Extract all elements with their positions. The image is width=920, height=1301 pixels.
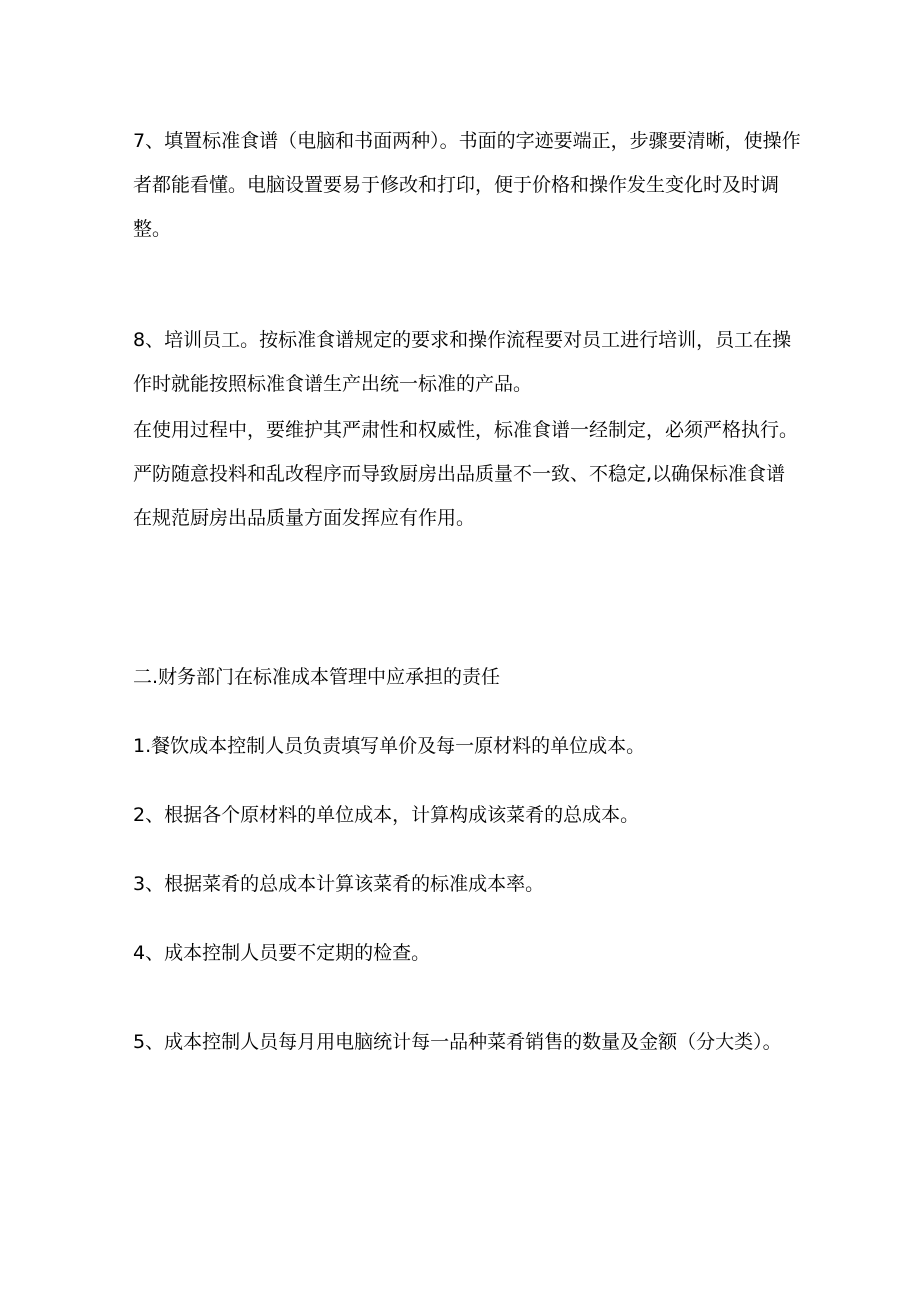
paragraph-step-8: 8、培训员工。按标准食谱规定的要求和操作流程要对员工进行培训，员工在操作时就能按照标准食谱生产出统一标准的产品。 (133, 329, 792, 395)
paragraph-usage-note: 在使用过程中，要维护其严肃性和权威性，标准食谱一经制定，必须严格执行。严防随意投料和乱改程序而导致厨房出品质量不一致、不稳定,以确保标准食谱在规范厨房出品质量方面发挥应有作用。 (133, 419, 799, 529)
list-item: 2、根据各个原材料的单位成本，计算构成该菜肴的总成本。 (133, 804, 640, 826)
list-item: 3、根据菜肴的总成本计算该菜肴的标准成本率。 (133, 873, 545, 895)
list-item: 4、成本控制人员要不定期的检查。 (133, 942, 431, 964)
list-item: 5、成本控制人员每月用电脑统计每一品种菜肴销售的数量及金额（分大类）。 (133, 1031, 782, 1053)
section-heading: 二.财务部门在标准成本管理中应承担的责任 (133, 666, 501, 688)
list-item: 1.餐饮成本控制人员负责填写单价及每一原材料的单位成本。 (133, 735, 646, 757)
paragraph-step-7: 7、填置标准食谱（电脑和书面两种）。书面的字迹要端正，步骤要清晰，使操作者都能看懂。电脑设置要易于修改和打印，便于价格和操作发生变化时及时调整。 (133, 130, 801, 240)
